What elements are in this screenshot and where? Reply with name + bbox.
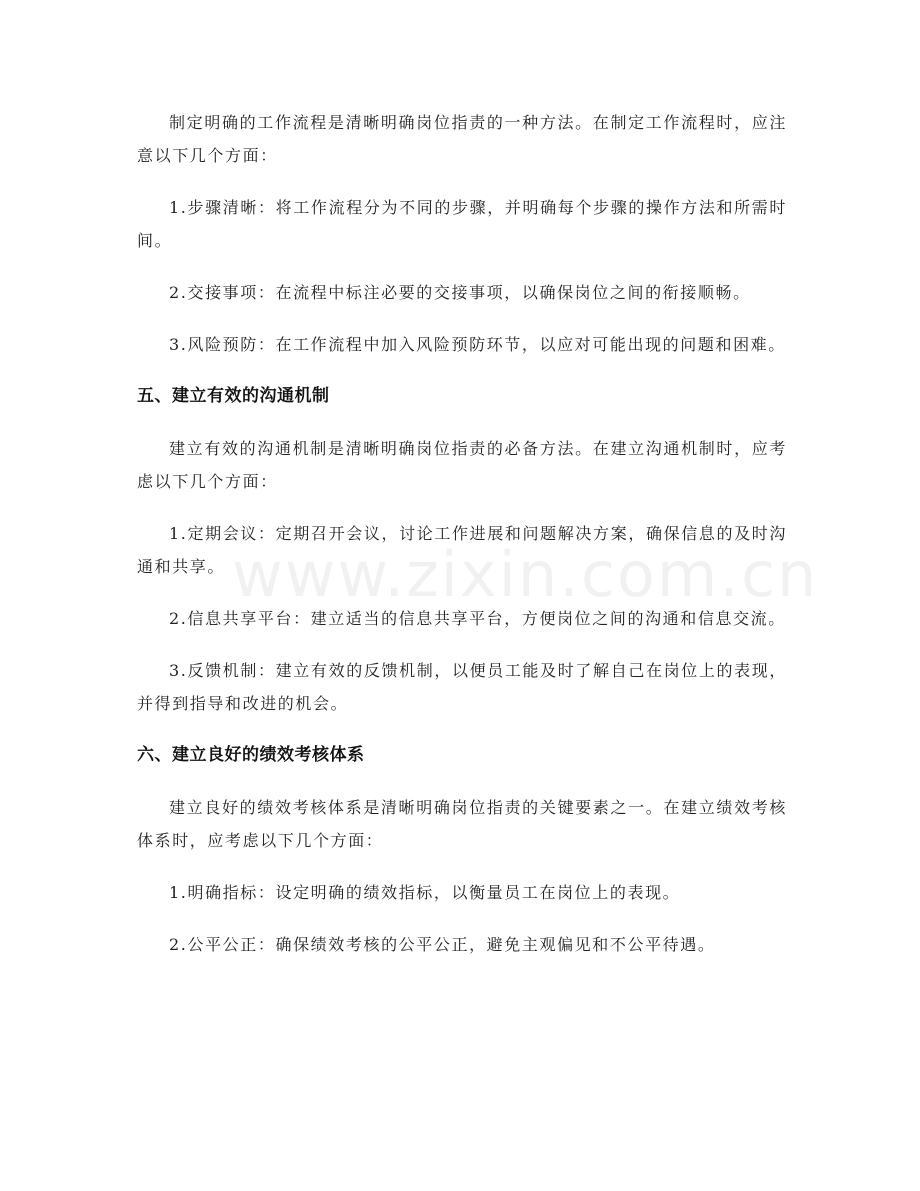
list-item-step-clarity: 1.步骤清晰：将工作流程分为不同的步骤，并明确每个步骤的操作方法和所需时间。 bbox=[137, 198, 787, 250]
list-item-feedback-mechanism: 3.反馈机制：建立有效的反馈机制，以便员工能及时了解自己在岗位上的表现，并得到指导和改进的机会。 bbox=[137, 661, 787, 713]
section-heading-performance: 六、建立良好的绩效考核体系 bbox=[137, 745, 365, 765]
paragraph: 建立有效的沟通机制是清晰明确岗位指责的必备方法。在建立沟通机制时，应考虑以下几个方面： bbox=[137, 439, 787, 491]
section-heading-communication: 五、建立有效的沟通机制 bbox=[137, 386, 330, 406]
list-item-risk-prevention: 3.风险预防：在工作流程中加入风险预防环节，以应对可能出现的问题和困难。 bbox=[169, 335, 786, 354]
paragraph: 制定明确的工作流程是清晰明确岗位指责的一种方法。在制定工作流程时，应注意以下几个方面： bbox=[137, 113, 787, 165]
list-item-fairness: 2.公平公正：确保绩效考核的公平公正，避免主观偏见和不公平待遇。 bbox=[169, 935, 716, 954]
document-body bbox=[137, 106, 787, 980]
list-item-regular-meetings: 1.定期会议：定期召开会议，讨论工作进展和问题解决方案，确保信息的及时沟通和共享。 bbox=[137, 524, 787, 576]
list-item-clear-indicators: 1.明确指标：设定明确的绩效指标，以衡量员工在岗位上的表现。 bbox=[169, 883, 681, 902]
list-item-info-sharing-platform: 2.信息共享平台：建立适当的信息共享平台，方便岗位之间的沟通和信息交流。 bbox=[169, 609, 786, 628]
watermark: www.zixin.com.cn bbox=[232, 538, 819, 611]
paragraph: 建立良好的绩效考核体系是清晰明确岗位指责的关键要素之一。在建立绩效考核体系时，应考虑以下几个方面： bbox=[137, 798, 787, 850]
list-item-handover: 2.交接事项：在流程中标注必要的交接事项，以确保岗位之间的衔接顺畅。 bbox=[169, 283, 751, 302]
